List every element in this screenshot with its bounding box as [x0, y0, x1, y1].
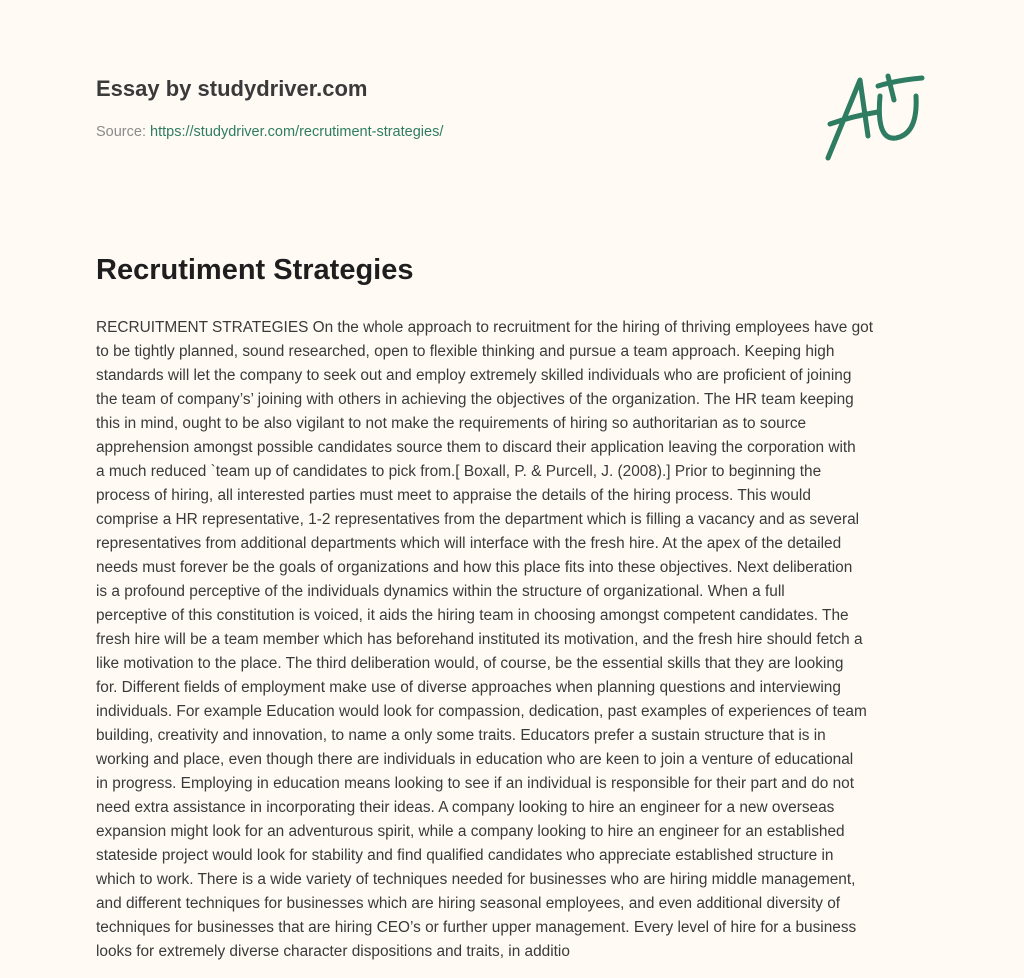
essay-line: perceptive of this constitution is voiced, it aids the hiring team in choosing amongst competent candidates. The	[96, 607, 849, 624]
essay-line: this in mind, ought to be also vigilant to not make the requirements of hiring so authoritarian as to source	[96, 415, 807, 432]
essay-line: like motivation to the place. The third deliberation would, of course, be the essential skills that they are looking	[96, 655, 844, 672]
essay-line: individuals. For example Education would look for compassion, dedication, past examples of experiences of team	[96, 703, 867, 720]
essay-line: which to work. There is a wide variety of techniques needed for businesses who are hiring middle management,	[96, 871, 856, 888]
essay-line: for. Different fields of employment make use of diverse approaches when planning questions and interviewing	[96, 679, 841, 696]
essay-line: and different techniques for businesses which are hiring seasonal employees, and even additional diversity of	[96, 895, 841, 912]
essay-line: fresh hire will be a team member which has beforehand instituted its motivation, and the fresh hire should fetch a	[96, 631, 863, 648]
site-title: Essay by studydriver.com	[96, 76, 368, 101]
essay-line: RECRUITMENT STRATEGIES On the whole approach to recruitment for the hiring of thriving employees have got	[96, 319, 873, 336]
essay-line: working and place, even though there are individuals in education who are keen to join a venture of educational	[96, 751, 854, 768]
essay-line: process of hiring, all interested parties must meet to appraise the details of the hiring process. This would	[96, 487, 811, 504]
essay-title: Recrutiment Strategies	[96, 254, 414, 286]
essay-line: looks for extremely diverse character dispositions and traits, in additio	[96, 943, 570, 960]
essay-line: comprise a HR representative, 1-2 representatives from the department which is filling a vacancy and as several	[96, 511, 860, 528]
essay-line: needs must forever be the goals of organizations and how this place fits into these objectives. Next deliberation	[96, 559, 853, 576]
essay-line: a much reduced `team up of candidates to pick from.[ Boxall, P. & Purcell, J. (2008).] Prior to beginning the	[96, 463, 822, 480]
essay-line: is a profound perceptive of the individuals dynamics within the structure of organizational. When a full	[96, 583, 785, 600]
source-link[interactable]: https://studydriver.com/recrutiment-strategies/	[150, 124, 444, 140]
source-label: Source:	[96, 124, 146, 140]
essay-line: the team of company’s’ joining with others in achieving the objectives of the organization. The HR team keeping	[96, 391, 854, 408]
source-line	[96, 124, 443, 140]
essay-line: standards will let the company to seek out and employ extremely skilled individuals who are proficient of joining	[96, 367, 852, 384]
essay-line: need extra assistance in incorporating their ideas. A company looking to hire an engineer for a new overseas	[96, 799, 835, 816]
essay-line: representatives from additional departments which will interface with the fresh hire. At the apex of the detailed	[96, 535, 842, 552]
essay-line: stateside project would look for stability and find qualified candidates who appreciate established structure in	[96, 847, 834, 864]
essay-body	[96, 316, 946, 964]
essay-line: apprehension amongst possible candidates source them to discard their application leaving the corporation with	[96, 439, 856, 456]
essay-line: expansion might look for an adventurous spirit, while a company looking to hire an engineer for an established	[96, 823, 845, 840]
essay-line: techniques for businesses that are hiring CEO’s or further upper management. Every level of hire for a business	[96, 919, 857, 936]
a-plus-logo-icon	[818, 66, 928, 166]
essay-line: to be tightly planned, sound researched, open to flexible thinking and pursue a team approach. Keeping high	[96, 343, 835, 360]
essay-line: building, creativity and innovation, to name a only some traits. Educators prefer a sustain structure that is in	[96, 727, 826, 744]
essay-line: in progress. Employing in education means looking to see if an individual is responsible for their part and do not	[96, 775, 855, 792]
